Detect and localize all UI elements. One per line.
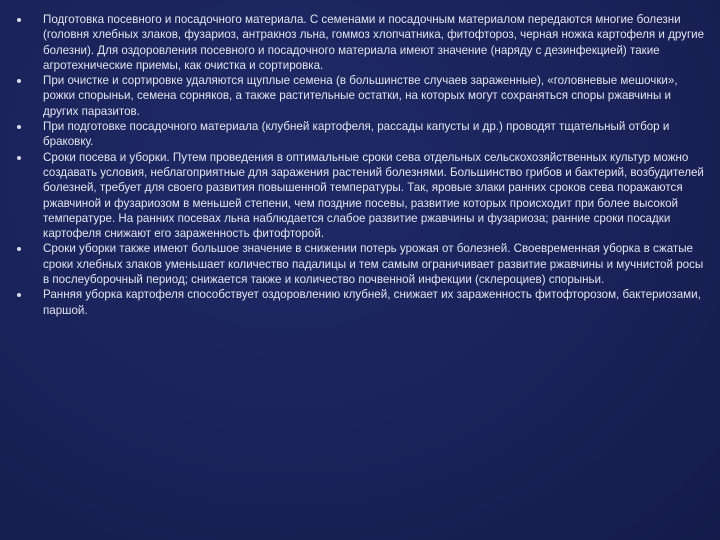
bullet-item <box>0 12 720 73</box>
bullet-dot-icon <box>17 125 21 129</box>
bullet-dot-icon <box>17 293 21 297</box>
bullet-dot-icon <box>17 247 21 251</box>
bullet-text: Сроки уборки также имеют большое значение в снижении потерь урожая от болезней. Своевременная уборка в сжатые сроки хлебных злаков уменьшает количество падалицы и тем самым ограничивает развитие ржавчины и мучнистой росы в послеуборочный период; снижается также и количество почвенной инфекции (склероциев) спорыньи. <box>43 242 704 287</box>
bullet-text: Сроки посева и уборки. Путем проведения в оптимальные сроки сева отдельных сельскохозяйственных культур можно создавать условия, неблагоприятные для заражения растений болезнями. Большинство грибов и бактерий, возбудителей болезней, требует для своего развития повышенной температуры. Так, яровые злаки ранних сроков сева поражаются ржавчиной и фузариозом в меньшей степени, чем поздние посевы, развитие которых происходит при более высокой температуре. На ранних посевах льна наблюдается слабое развитие ржавчины и фузариоза; ранние сроки посадки картофеля снижают его зараженность фитофторой. <box>43 150 704 241</box>
bullet-item <box>0 73 720 119</box>
bullet-item <box>0 287 720 318</box>
bullet-item <box>0 119 720 150</box>
bullet-item <box>0 150 720 242</box>
bullet-item <box>0 241 720 287</box>
bullet-text: При очистке и сортировке удаляются щуплые семена (в большинстве случаев зараженные), «головневые мешочки», рожки спорыньи, семена сорняков, а также растительные остатки, на которых могут сохраняться споры ржавчины и других паразитов. <box>43 74 678 118</box>
bullet-dot-icon <box>17 156 21 160</box>
bullet-list <box>0 12 720 318</box>
bullet-text: При подготовке посадочного материала (клубней картофеля, рассады капусты и др.) проводят тщательный отбор и браковку. <box>43 120 670 149</box>
bullet-text: Подготовка посевного и посадочного материала. С семенами и посадочным материалом передаются многие болезни (головня хлебных злаков, фузариоз, антракноз льна, гоммоз хлопчатника, фитофтороз, черная ножка картофеля и другие болезни). Для оздоровления посевного и посадочного материала имеют значение (наряду с дезинфекцией) такие агротехнические приемы, как очистка и сортировка. <box>43 13 705 72</box>
bullet-dot-icon <box>17 79 21 83</box>
bullet-dot-icon <box>17 18 21 22</box>
bullet-text: Ранняя уборка картофеля способствует оздоровлению клубней, снижает их зараженность фитофторозом, бактериозами, паршой. <box>43 288 701 317</box>
